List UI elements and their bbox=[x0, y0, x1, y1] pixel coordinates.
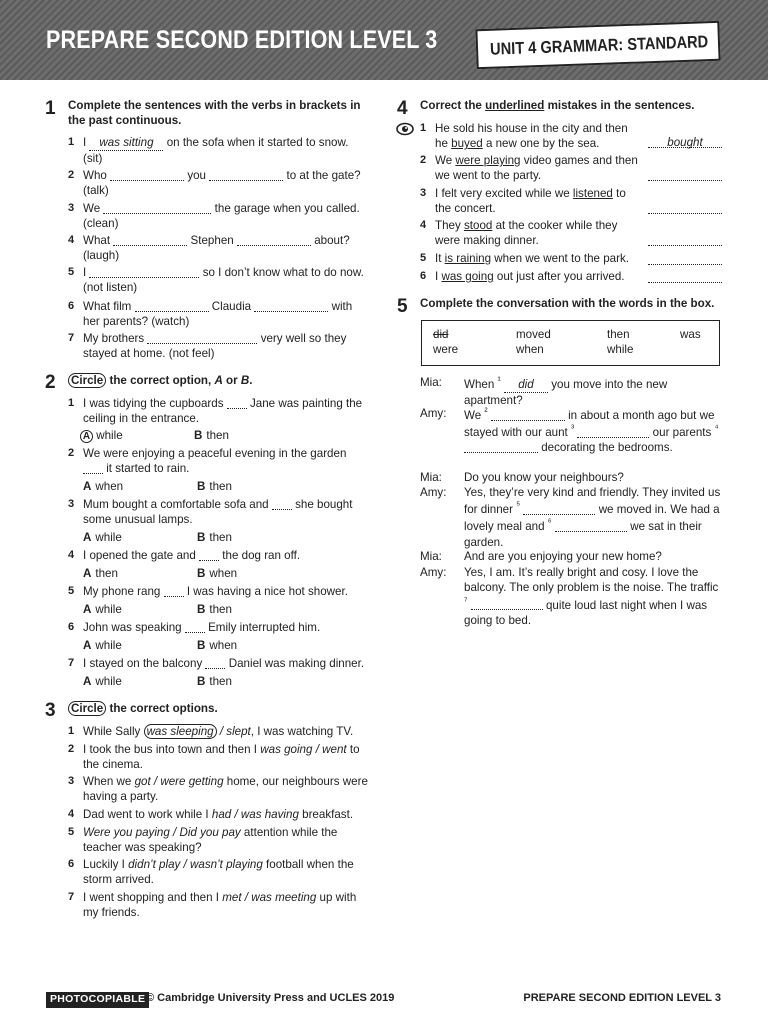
answer-gap[interactable] bbox=[199, 549, 219, 561]
ex2-item-7 bbox=[68, 656, 373, 671]
speaker: Amy: bbox=[420, 486, 447, 499]
option-a[interactable] bbox=[83, 530, 122, 545]
option-a[interactable] bbox=[83, 566, 118, 581]
ex2-item-4 bbox=[68, 548, 368, 563]
item-text: it started to rain. bbox=[106, 462, 190, 476]
answer-gap[interactable] bbox=[237, 234, 311, 246]
option-text: while bbox=[95, 531, 122, 544]
word-box-item: while bbox=[607, 343, 634, 356]
ex4-item-2 bbox=[420, 153, 642, 184]
page-header bbox=[0, 0, 768, 80]
dialogue-text: Yes, I am. It’s really bright and cosy. I love the balcony. The only problem is the noise. The traffic bbox=[464, 566, 719, 595]
item-number: 7 bbox=[68, 332, 75, 344]
item-text: John was speaking bbox=[83, 621, 182, 634]
unit-label-box bbox=[475, 21, 720, 69]
underlined-mistake: listened bbox=[572, 187, 613, 200]
instruction-text: Correct the bbox=[420, 99, 486, 112]
item-number: 1 bbox=[68, 136, 75, 148]
item-text: out just after you arrived. bbox=[493, 270, 625, 283]
exercise-2-instruction bbox=[68, 373, 368, 388]
option[interactable]: wasn’t playing bbox=[190, 858, 263, 871]
ex3-item-5 bbox=[68, 825, 368, 856]
item-text: I bbox=[83, 266, 87, 279]
exercise-1-number: 1 bbox=[45, 98, 56, 119]
dialogue-text: our parents bbox=[652, 426, 715, 440]
item-text: They bbox=[435, 219, 464, 232]
item-number: 3 bbox=[68, 202, 75, 214]
ex2-item-6 bbox=[68, 620, 368, 635]
gap-number: ⁷ bbox=[464, 595, 468, 607]
correction-gap[interactable] bbox=[648, 233, 722, 246]
item-number: 1 bbox=[68, 397, 75, 409]
exercise-5-instruction: Complete the conversation with the words in the box. bbox=[420, 297, 715, 310]
option-text: when bbox=[209, 639, 238, 652]
answer-gap[interactable] bbox=[254, 300, 328, 312]
item-number: 7 bbox=[68, 657, 75, 669]
option-separator: / bbox=[312, 743, 323, 756]
ex4-item-3 bbox=[420, 186, 642, 217]
gap-number: ³ bbox=[570, 423, 575, 435]
item-text: a new one by the sea. bbox=[482, 137, 600, 151]
underlined-mistake: were playing bbox=[455, 154, 521, 167]
ex1-item-5 bbox=[68, 265, 368, 296]
instruction-text: underlined bbox=[485, 99, 545, 112]
gap-number: ⁶ bbox=[547, 517, 552, 529]
option-text: when bbox=[95, 480, 124, 493]
speaker: Mia: bbox=[420, 471, 442, 484]
item-text: the garage when you called. (clean) bbox=[83, 202, 360, 231]
correction-gap[interactable] bbox=[648, 270, 722, 283]
item-text: so I don’t know what to do now. (not listen) bbox=[83, 266, 364, 295]
item-number: 3 bbox=[68, 498, 75, 510]
item-number: 6 bbox=[420, 270, 427, 282]
item-text: home, our neighbours were having a party. bbox=[83, 775, 368, 804]
word-box-item: were bbox=[433, 343, 459, 356]
option-letter: B bbox=[197, 639, 206, 652]
gap-number: ² bbox=[484, 406, 488, 417]
ex3-item-2 bbox=[68, 742, 368, 773]
item-text: , I was watching TV. bbox=[250, 725, 354, 738]
speaker: Amy: bbox=[420, 407, 447, 420]
answer-gap[interactable] bbox=[110, 169, 184, 181]
item-number: 5 bbox=[68, 266, 75, 278]
item-number: 1 bbox=[68, 725, 75, 737]
item-text: I felt very excited while we bbox=[435, 187, 573, 200]
example-eye-icon bbox=[396, 122, 414, 136]
item-text: attention while the teacher was speaking? bbox=[83, 826, 338, 855]
option-b[interactable] bbox=[197, 566, 237, 581]
item-number: 2 bbox=[68, 743, 75, 755]
item-number: 2 bbox=[68, 169, 75, 181]
item-text: to the concert. bbox=[435, 187, 626, 216]
item-number: 5 bbox=[420, 252, 427, 264]
instruction-text: the correct options. bbox=[106, 702, 218, 715]
option-a[interactable] bbox=[83, 674, 122, 689]
answer-gap[interactable] bbox=[164, 585, 184, 597]
answer-gap[interactable] bbox=[113, 234, 187, 246]
underlined-mistake: is raining bbox=[444, 252, 492, 265]
item-text: We were enjoying a peaceful evening in the garden bbox=[83, 447, 347, 460]
exercise-2-number: 2 bbox=[45, 372, 56, 393]
unit-title: UNIT 4 GRAMMAR: STANDARD bbox=[489, 32, 709, 59]
item-number: 1 bbox=[420, 122, 427, 134]
ex2-item-5 bbox=[68, 584, 368, 599]
answer-gap[interactable] bbox=[83, 462, 103, 474]
option-separator: / bbox=[231, 808, 241, 821]
item-text: I bbox=[83, 136, 87, 149]
underlined-mistake: was going bbox=[441, 270, 494, 283]
item-number: 3 bbox=[68, 775, 75, 787]
option[interactable]: went bbox=[322, 743, 347, 756]
item-number: 3 bbox=[420, 187, 427, 199]
option-letter: A bbox=[83, 480, 92, 493]
word-box-item: then bbox=[607, 328, 630, 341]
item-text: Who bbox=[83, 169, 107, 182]
option-letter: A bbox=[83, 531, 92, 544]
option-b[interactable] bbox=[197, 530, 232, 545]
item-text: I opened the gate and bbox=[83, 549, 196, 562]
dialogue-text: We bbox=[464, 408, 485, 422]
item-text: We bbox=[83, 202, 101, 215]
speaker: Amy: bbox=[420, 566, 447, 579]
answer-gap[interactable] bbox=[555, 520, 627, 532]
option-separator: / bbox=[150, 775, 161, 788]
item-text: I went shopping and then I bbox=[83, 891, 223, 904]
footer-level-text: PREPARE SECOND EDITION LEVEL 3 bbox=[523, 992, 721, 1004]
answer-gap[interactable] bbox=[227, 397, 247, 409]
item-text: What bbox=[83, 234, 111, 247]
item-text: Daniel was making dinner. bbox=[228, 657, 365, 670]
option-b[interactable] bbox=[197, 479, 232, 494]
page-title: PREPARE SECOND EDITION LEVEL 3 bbox=[46, 26, 438, 54]
option-b[interactable] bbox=[197, 674, 232, 689]
option-separator: / bbox=[169, 826, 180, 839]
option-letter: B bbox=[197, 480, 206, 493]
option[interactable]: Were you paying bbox=[83, 826, 170, 839]
item-text: when we went to the park. bbox=[491, 252, 629, 265]
option-separator: / bbox=[216, 725, 227, 738]
circle-word: Circle bbox=[68, 701, 106, 716]
option-separator: / bbox=[241, 891, 252, 904]
option-letter: B bbox=[194, 429, 203, 442]
circle-word: Circle bbox=[68, 373, 106, 388]
item-number: 4 bbox=[68, 549, 75, 561]
option-text: while bbox=[95, 603, 122, 616]
answer-gap[interactable] bbox=[135, 300, 209, 312]
ex4-item-1 bbox=[420, 121, 642, 152]
answer-gap[interactable] bbox=[89, 266, 199, 278]
option[interactable]: was having bbox=[240, 808, 299, 821]
item-text: about? (laugh) bbox=[83, 234, 350, 263]
correction-gap[interactable] bbox=[648, 168, 722, 181]
option-text: then bbox=[209, 675, 232, 688]
item-text: with her parents? (watch) bbox=[83, 300, 353, 329]
dialogue-text: Yes, they’re very kind and friendly. They invited us for dinner bbox=[464, 486, 721, 517]
ex4-item-5 bbox=[420, 251, 648, 266]
item-text: Dad went to work while I bbox=[83, 808, 212, 821]
item-number: 5 bbox=[68, 585, 75, 597]
answer-gap[interactable] bbox=[147, 332, 257, 344]
ex1-item-1 bbox=[68, 135, 368, 167]
speaker: Mia: bbox=[420, 376, 442, 389]
dialogue-text: Do you know your neighbours? bbox=[464, 471, 624, 484]
option[interactable]: were getting bbox=[160, 775, 224, 788]
option-a[interactable] bbox=[83, 638, 122, 653]
gap-number: ⁴ bbox=[714, 423, 719, 435]
item-text: While Sally bbox=[83, 725, 144, 738]
item-text: on the sofa when it started to snow. (sit) bbox=[83, 136, 349, 166]
exercise-4-number: 4 bbox=[397, 98, 408, 119]
correction-gap[interactable]: bought bbox=[648, 135, 722, 148]
item-number: 4 bbox=[68, 808, 75, 820]
answer-gap[interactable] bbox=[471, 598, 543, 610]
option-text: while bbox=[95, 639, 122, 652]
option-letter-circled: A bbox=[80, 430, 93, 443]
option[interactable]: had bbox=[211, 808, 232, 821]
answer-gap[interactable] bbox=[491, 409, 565, 421]
answer-gap[interactable]: did bbox=[504, 377, 548, 393]
option-letter: B bbox=[197, 675, 206, 688]
item-text: she bought some unusual lamps. bbox=[83, 498, 353, 527]
option-text: while bbox=[96, 429, 123, 442]
item-text: to at the gate? (talk) bbox=[83, 169, 361, 198]
ex3-item-7 bbox=[68, 890, 368, 921]
option[interactable]: was meeting bbox=[251, 891, 317, 904]
option-text: then bbox=[95, 567, 118, 580]
option[interactable]: was going bbox=[260, 743, 313, 756]
option-letter: B bbox=[197, 531, 206, 544]
instruction-text: B bbox=[240, 374, 250, 387]
option-text: when bbox=[209, 567, 238, 580]
ex2-item-3 bbox=[68, 497, 368, 528]
option-text: while bbox=[95, 675, 122, 688]
exercise-5-number: 5 bbox=[397, 296, 408, 317]
item-number: 6 bbox=[68, 621, 75, 633]
item-text: Jane was painting the ceiling in the entrance. bbox=[83, 397, 363, 426]
item-text: Luckily I bbox=[83, 858, 129, 871]
exercise-1-instruction: Complete the sentences with the verbs in brackets in the past continuous. bbox=[68, 99, 361, 128]
ex4-item-4 bbox=[420, 218, 642, 249]
option[interactable]: got bbox=[134, 775, 151, 788]
item-text: up with my friends. bbox=[83, 891, 357, 920]
answer-gap[interactable] bbox=[464, 441, 538, 453]
answer-gap[interactable] bbox=[523, 503, 595, 515]
option-text: then bbox=[209, 531, 232, 544]
option-letter: A bbox=[83, 639, 92, 652]
item-number: 7 bbox=[68, 891, 75, 903]
option-b[interactable] bbox=[197, 638, 237, 653]
instruction-text: the correct option, bbox=[106, 374, 215, 387]
dialogue-text: And are you enjoying your new home? bbox=[464, 550, 662, 563]
gap-number: ¹ bbox=[497, 375, 501, 386]
option-letter: B bbox=[197, 603, 206, 616]
item-text: My phone rang bbox=[83, 585, 161, 598]
dialogue-text: we moved in. We had a lovely meal and bbox=[464, 503, 720, 534]
gap-number: ⁵ bbox=[516, 500, 521, 512]
item-text: It bbox=[435, 252, 445, 265]
item-text: I stayed on the balcony bbox=[83, 657, 203, 670]
item-text: breakfast. bbox=[298, 808, 354, 821]
option-text: then bbox=[209, 603, 232, 616]
option-letter: A bbox=[83, 603, 92, 616]
option[interactable]: met bbox=[222, 891, 242, 904]
item-number: 2 bbox=[68, 447, 75, 459]
instruction-text: A bbox=[214, 374, 223, 387]
item-text: I bbox=[435, 270, 442, 283]
option-separator: / bbox=[180, 858, 190, 871]
item-text: to the cinema. bbox=[83, 743, 360, 772]
ex2-item-1 bbox=[68, 396, 368, 427]
exercise-3-number: 3 bbox=[45, 700, 56, 721]
item-text: I took the bus into town and then I bbox=[83, 743, 261, 756]
option-b[interactable] bbox=[194, 428, 229, 443]
item-text: football when the storm arrived. bbox=[83, 858, 354, 887]
item-text: Emily interrupted him. bbox=[208, 621, 321, 634]
dialogue-text: quite loud last night when I was going to bed. bbox=[464, 598, 708, 627]
exercise-4-instruction bbox=[420, 98, 720, 113]
word-box-item: moved bbox=[516, 328, 551, 341]
dialogue-text: we sat in their garden. bbox=[464, 520, 702, 549]
speaker: Mia: bbox=[420, 550, 442, 563]
answer-gap[interactable] bbox=[209, 169, 283, 181]
option-letter: A bbox=[83, 675, 92, 688]
item-text: I was tidying the cupboards bbox=[83, 397, 224, 410]
answer-gap[interactable] bbox=[103, 202, 211, 214]
ex1-item-4 bbox=[68, 233, 368, 264]
item-text: Stephen bbox=[190, 234, 234, 247]
correction-gap[interactable] bbox=[648, 252, 722, 265]
dialogue-text: you move into the new apartment? bbox=[464, 377, 668, 408]
underlined-mistake: stood bbox=[464, 219, 493, 232]
ex1-item-3 bbox=[68, 201, 368, 232]
word-box-item: was bbox=[680, 328, 701, 341]
item-text: video games and then we went to the party. bbox=[435, 154, 638, 183]
word-box-item: when bbox=[516, 343, 544, 356]
dialogue-text: decorating the bedrooms. bbox=[541, 441, 673, 455]
answer-gap[interactable] bbox=[577, 426, 649, 438]
copyright-text: © Cambridge University Press and UCLES 2019 bbox=[146, 992, 395, 1004]
ex3-item-6 bbox=[68, 857, 368, 888]
exercise-3-instruction bbox=[68, 701, 368, 716]
ex3-item-1 bbox=[68, 724, 368, 739]
photocopiable-badge: PHOTOCOPIABLE bbox=[46, 992, 149, 1008]
ex3-item-4 bbox=[68, 807, 373, 822]
option-text: then bbox=[209, 480, 232, 493]
ex4-item-6 bbox=[420, 269, 648, 284]
instruction-text: . bbox=[249, 374, 253, 387]
ex3-item-3 bbox=[68, 774, 368, 805]
option-letter: B bbox=[197, 567, 206, 580]
item-number: 5 bbox=[68, 826, 75, 838]
option-b[interactable] bbox=[197, 602, 232, 617]
item-text: the dog ran off. bbox=[222, 549, 301, 562]
option-letter: A bbox=[83, 567, 92, 580]
option-a[interactable] bbox=[80, 428, 123, 443]
item-number: 6 bbox=[68, 300, 75, 312]
option-a[interactable] bbox=[83, 479, 123, 494]
dialogue-text: When bbox=[464, 377, 498, 391]
item-number: 2 bbox=[420, 154, 427, 166]
item-text: What film bbox=[83, 300, 132, 313]
option[interactable]: didn’t play bbox=[128, 858, 181, 871]
item-text: Mum bought a comfortable sofa and bbox=[83, 498, 269, 511]
dialogue-text: in about a month ago but we stayed with our aunt bbox=[464, 408, 715, 440]
item-text: Claudia bbox=[211, 300, 252, 313]
instruction-text: mistakes in the sentences. bbox=[544, 99, 695, 112]
item-text: My brothers bbox=[83, 332, 145, 345]
answer-gap[interactable] bbox=[185, 621, 205, 633]
item-text: at the cooker while they were making dinner. bbox=[435, 219, 618, 248]
item-text: you bbox=[187, 169, 207, 182]
item-number: 4 bbox=[68, 234, 75, 246]
option[interactable]: slept bbox=[226, 725, 251, 738]
instruction-text: or bbox=[222, 374, 241, 387]
item-text: When we bbox=[83, 775, 135, 788]
option-circled[interactable]: was sleeping bbox=[144, 724, 217, 739]
correction-gap[interactable] bbox=[648, 201, 722, 214]
answer-gap[interactable]: was sitting bbox=[89, 135, 163, 151]
answer-gap[interactable] bbox=[272, 498, 292, 510]
answer-gap[interactable] bbox=[205, 657, 225, 669]
item-text: We bbox=[435, 154, 456, 167]
word-box-item: did bbox=[433, 328, 449, 341]
word-box bbox=[421, 320, 720, 366]
option-a[interactable] bbox=[83, 602, 122, 617]
ex1-item-7 bbox=[68, 331, 368, 362]
ex2-item-2 bbox=[68, 446, 368, 477]
option[interactable]: Did you pay bbox=[179, 826, 241, 839]
item-text: I was having a nice hot shower. bbox=[186, 585, 348, 598]
ex1-item-2 bbox=[68, 168, 368, 199]
item-number: 4 bbox=[420, 219, 427, 231]
underlined-mistake: buyed bbox=[451, 137, 483, 151]
option-text: then bbox=[206, 429, 229, 442]
item-text: He sold his house in the city and then he bbox=[435, 122, 628, 151]
item-text: very well so they stayed at home. (not feel) bbox=[83, 332, 347, 361]
item-number: 6 bbox=[68, 858, 75, 870]
ex1-item-6 bbox=[68, 299, 368, 330]
